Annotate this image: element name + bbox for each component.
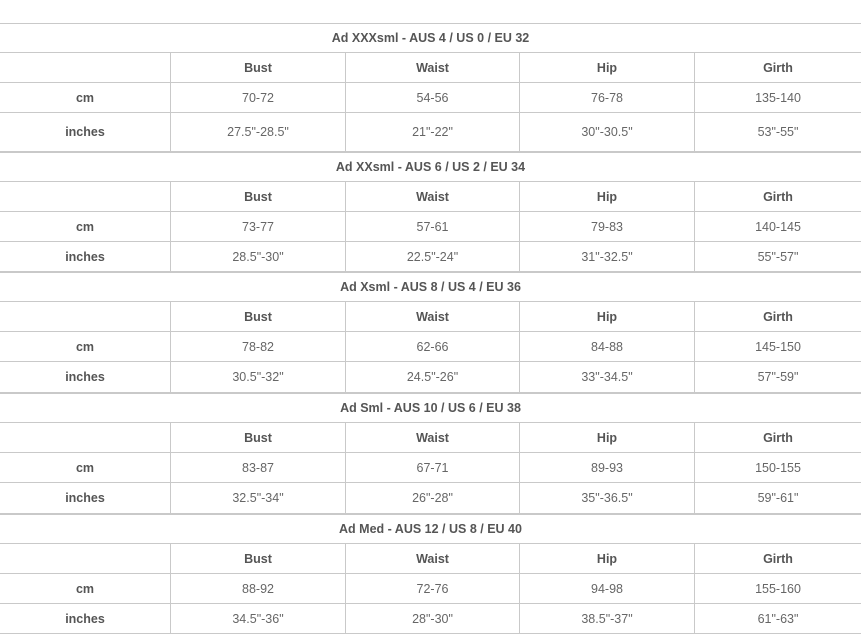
empty-header-cell bbox=[0, 182, 170, 211]
hip-value: 89-93 bbox=[519, 453, 694, 482]
unit-label: inches bbox=[65, 249, 105, 264]
unit-label: inches bbox=[65, 370, 105, 384]
column-header-row bbox=[0, 544, 861, 574]
size-title: Ad XXXsml - AUS 4 / US 0 / EU 32 bbox=[0, 23, 861, 53]
column-header-hip: Hip bbox=[519, 302, 694, 331]
unit-label: inches bbox=[65, 125, 105, 139]
bust-value: 70-72 bbox=[170, 83, 345, 112]
bust-value: 78-82 bbox=[170, 332, 345, 361]
column-header-girth: Girth bbox=[694, 53, 861, 82]
column-header-bust: Bust bbox=[170, 302, 345, 331]
girth-value: 150-155 bbox=[694, 453, 861, 482]
girth-value: 145-150 bbox=[694, 332, 861, 361]
hip-value: 30"-30.5" bbox=[519, 113, 694, 151]
size-title: Ad Xsml - AUS 8 / US 4 / EU 36 bbox=[0, 272, 861, 302]
column-header-bust: Bust bbox=[170, 423, 345, 452]
table-row bbox=[0, 113, 861, 152]
bust-value: 73-77 bbox=[170, 212, 345, 241]
table-row bbox=[0, 574, 861, 604]
waist-value: 21"-22" bbox=[345, 113, 519, 151]
column-header-girth: Girth bbox=[694, 423, 861, 452]
hip-value: 38.5"-37" bbox=[519, 604, 694, 633]
girth-value: 57"-59" bbox=[694, 362, 861, 392]
hip-value: 31"-32.5" bbox=[519, 242, 694, 271]
column-header-row bbox=[0, 53, 861, 83]
column-header-bust: Bust bbox=[170, 544, 345, 573]
girth-value: 59"-61" bbox=[694, 483, 861, 513]
column-header-bust: Bust bbox=[170, 53, 345, 82]
girth-value: 55"-57" bbox=[694, 242, 861, 271]
column-header-row bbox=[0, 423, 861, 453]
column-header-girth: Girth bbox=[694, 544, 861, 573]
unit-label: cm bbox=[75, 581, 95, 596]
unit-label: inches bbox=[65, 611, 105, 626]
column-header-girth: Girth bbox=[694, 302, 861, 331]
hip-value: 94-98 bbox=[519, 574, 694, 603]
column-header-hip: Hip bbox=[519, 544, 694, 573]
table-row bbox=[0, 483, 861, 514]
column-header-waist: Waist bbox=[345, 544, 519, 573]
unit-label: cm bbox=[75, 460, 95, 475]
column-header-girth: Girth bbox=[694, 182, 861, 211]
bust-value: 34.5"-36" bbox=[170, 604, 345, 633]
bust-value: 32.5"-34" bbox=[170, 483, 345, 513]
table-row bbox=[0, 332, 861, 362]
bust-value: 88-92 bbox=[170, 574, 345, 603]
waist-value: 72-76 bbox=[345, 574, 519, 603]
empty-header-cell bbox=[0, 302, 170, 331]
hip-value: 84-88 bbox=[519, 332, 694, 361]
empty-header-cell bbox=[0, 544, 170, 573]
unit-label: cm bbox=[75, 339, 95, 354]
girth-value: 140-145 bbox=[694, 212, 861, 241]
bust-value: 30.5"-32" bbox=[170, 362, 345, 392]
column-header-hip: Hip bbox=[519, 423, 694, 452]
hip-value: 76-78 bbox=[519, 83, 694, 112]
waist-value: 54-56 bbox=[345, 83, 519, 112]
column-header-hip: Hip bbox=[519, 182, 694, 211]
bust-value: 83-87 bbox=[170, 453, 345, 482]
waist-value: 24.5"-26" bbox=[345, 362, 519, 392]
column-header-row bbox=[0, 182, 861, 212]
table-row bbox=[0, 83, 861, 113]
size-title: Ad Sml - AUS 10 / US 6 / EU 38 bbox=[0, 393, 861, 423]
column-header-hip: Hip bbox=[519, 53, 694, 82]
girth-value: 135-140 bbox=[694, 83, 861, 112]
column-header-waist: Waist bbox=[345, 423, 519, 452]
waist-value: 28"-30" bbox=[345, 604, 519, 633]
column-header-row bbox=[0, 302, 861, 332]
column-header-waist: Waist bbox=[345, 302, 519, 331]
unit-label: cm bbox=[75, 90, 95, 105]
bust-value: 27.5"-28.5" bbox=[170, 113, 345, 151]
empty-header-cell bbox=[0, 423, 170, 452]
waist-value: 62-66 bbox=[345, 332, 519, 361]
unit-label: cm bbox=[75, 219, 95, 234]
table-row bbox=[0, 362, 861, 393]
waist-value: 22.5"-24" bbox=[345, 242, 519, 271]
girth-value: 61"-63" bbox=[694, 604, 861, 633]
waist-value: 26"-28" bbox=[345, 483, 519, 513]
unit-label: inches bbox=[65, 491, 105, 505]
hip-value: 35"-36.5" bbox=[519, 483, 694, 513]
column-header-waist: Waist bbox=[345, 53, 519, 82]
hip-value: 79-83 bbox=[519, 212, 694, 241]
waist-value: 67-71 bbox=[345, 453, 519, 482]
girth-value: 53"-55" bbox=[694, 113, 861, 151]
size-title: Ad XXsml - AUS 6 / US 2 / EU 34 bbox=[0, 152, 861, 182]
table-row bbox=[0, 212, 861, 242]
column-header-waist: Waist bbox=[345, 182, 519, 211]
size-title: Ad Med - AUS 12 / US 8 / EU 40 bbox=[0, 514, 861, 544]
table-row bbox=[0, 242, 861, 272]
hip-value: 33"-34.5" bbox=[519, 362, 694, 392]
girth-value: 155-160 bbox=[694, 574, 861, 603]
column-header-bust: Bust bbox=[170, 182, 345, 211]
waist-value: 57-61 bbox=[345, 212, 519, 241]
empty-header-cell bbox=[0, 53, 170, 82]
bust-value: 28.5"-30" bbox=[170, 242, 345, 271]
table-row bbox=[0, 453, 861, 483]
table-row bbox=[0, 604, 861, 634]
